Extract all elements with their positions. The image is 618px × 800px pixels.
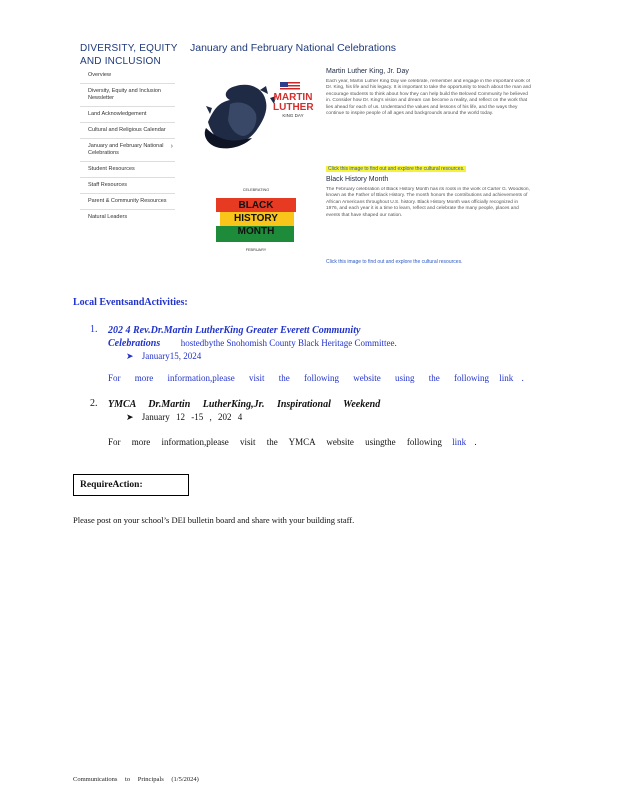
event-info-end: . <box>521 373 524 383</box>
event-title-line2: Celebrations <box>108 338 161 349</box>
sidebar-title-line1: DIVERSITY, EQUITY <box>80 43 178 54</box>
mlk-logo-line1: MARTIN <box>273 92 313 103</box>
sidebar-item-calendar[interactable] <box>80 123 175 139</box>
required-action-label: RequireAction: <box>80 480 143 490</box>
event-host: hostedbythe Snohomish County Black Heritage Committee. <box>180 338 397 348</box>
action-instruction: Please post on your school’s DEI bulletin board and share with your building staff. <box>73 515 355 525</box>
event-number: 1. <box>90 324 98 335</box>
bhm-heading: Black History Month <box>326 176 389 183</box>
event-info-text: For more information,please visit the following website using the following <box>108 373 489 383</box>
bhm-logo-line1: CELEBRATING <box>242 188 270 192</box>
sidebar-item-celebrations[interactable] <box>80 139 175 162</box>
event-info-end: . <box>474 437 477 447</box>
bullet-arrow-icon: ➤ <box>126 351 134 361</box>
event-title: YMCA Dr.Martin LutherKing,Jr. Inspirational Weekend <box>108 399 381 410</box>
sidebar-item-label: Land Acknowledgement <box>88 111 147 117</box>
event-number: 2. <box>90 398 98 409</box>
sidebar-item-newsletter[interactable] <box>80 84 175 107</box>
mlk-body: Each year, Martin Luther King Day we celebrate, remember and engage in the important work of Dr. King, his life and his legacy. It is important to take the opportunity to teach about the man and encourage students to think about how they can help build the Beloved Community he believed in. Consider how Dr. King’s vision and dream can become a reality, and reflect on the work that lies ahead for each of us. Understand the values and lessons of his life, and the ways they continue to inspire people of all ages and backgrounds around the world today. <box>326 79 531 117</box>
event-info <box>108 373 524 383</box>
sidebar-item-natural-leaders[interactable] <box>80 210 175 225</box>
sidebar-item-label: Overview <box>88 72 111 78</box>
bhm-logo-line3: HISTORY <box>234 213 278 224</box>
sidebar-title <box>80 42 178 68</box>
chevron-right-icon: › <box>170 143 173 150</box>
sidebar-item-label: Cultural and Religious Calendar <box>88 127 166 133</box>
required-action-box <box>73 474 189 496</box>
bhm-logo-text <box>220 199 292 238</box>
sidebar-nav <box>80 68 175 225</box>
event-info-text: For more information,please visit the YMCA website usingthe following <box>108 437 442 447</box>
event-date-row <box>126 351 201 362</box>
bhm-logo-line4: MONTH <box>237 226 275 237</box>
mlk-resource-link-text: Click this image to find out and explore the cultural resources. <box>328 166 465 172</box>
bhm-resource-link[interactable]: Click this image to find out and explore the cultural resources. <box>326 259 463 265</box>
sidebar-item-label: Natural Leaders <box>88 214 128 220</box>
event-date: January 12 -15 , 202 4 <box>141 412 243 422</box>
page-footer: Communications to Principals (1/5/2024) <box>73 776 199 783</box>
sidebar-item-student-resources[interactable] <box>80 162 175 178</box>
sidebar-item-label: Student Resources <box>88 166 135 172</box>
event-date-row <box>126 412 242 423</box>
mlk-logo-line3: KING DAY <box>282 113 304 118</box>
mlk-resource-link[interactable] <box>326 157 466 175</box>
sidebar-item-label: January and February National Celebrations <box>88 143 164 156</box>
bhm-logo-line2: BLACK <box>238 200 274 211</box>
sidebar-item-parent-resources[interactable] <box>80 194 175 210</box>
bhm-image[interactable] <box>216 188 296 270</box>
event-link[interactable]: link <box>499 373 514 383</box>
bhm-body: The February celebration of Black History Month has its roots in the work of Carter G. Woodson, known as the Father of Black History. The month honors the contributions and achievements of African Americans throughout U.S. history. Black History Month was officially recognized in 1976, and each year it is a time to learn, reflect and celebrate the many people, places and events that have shaped our nation. <box>326 187 530 218</box>
mlk-logo-line2: LUTHER <box>273 102 314 113</box>
sidebar-item-land-acknowledgement[interactable] <box>80 107 175 123</box>
event-link[interactable]: link <box>452 437 467 447</box>
mlk-logo-text <box>273 93 313 119</box>
sidebar-item-label: Diversity, Equity and Inclusion Newsletter <box>88 88 161 101</box>
sidebar-item-staff-resources[interactable] <box>80 178 175 194</box>
flag-icon <box>280 82 300 91</box>
sidebar-item-overview[interactable] <box>80 68 175 84</box>
bullet-arrow-icon: ➤ <box>126 412 134 422</box>
event-date: January15, 2024 <box>141 351 202 361</box>
sidebar-item-label: Parent & Community Resources <box>88 198 167 204</box>
event-title <box>108 324 468 350</box>
mlk-image[interactable] <box>200 78 312 156</box>
event-info <box>108 437 477 447</box>
bhm-logo-line5: FEBRUARY <box>245 248 267 252</box>
local-events-heading: Local EventsandActivities: <box>73 297 188 308</box>
sidebar-title-line2: AND INCLUSION <box>80 56 161 67</box>
mlk-heading: Martin Luther King, Jr. Day <box>326 68 409 75</box>
event-title-line1: 202 4 Rev.Dr.Martin LutherKing Greater Everett Community <box>108 325 361 336</box>
sidebar-item-label: Staff Resources <box>88 182 128 188</box>
page-title: January and February National Celebrations <box>190 42 397 54</box>
